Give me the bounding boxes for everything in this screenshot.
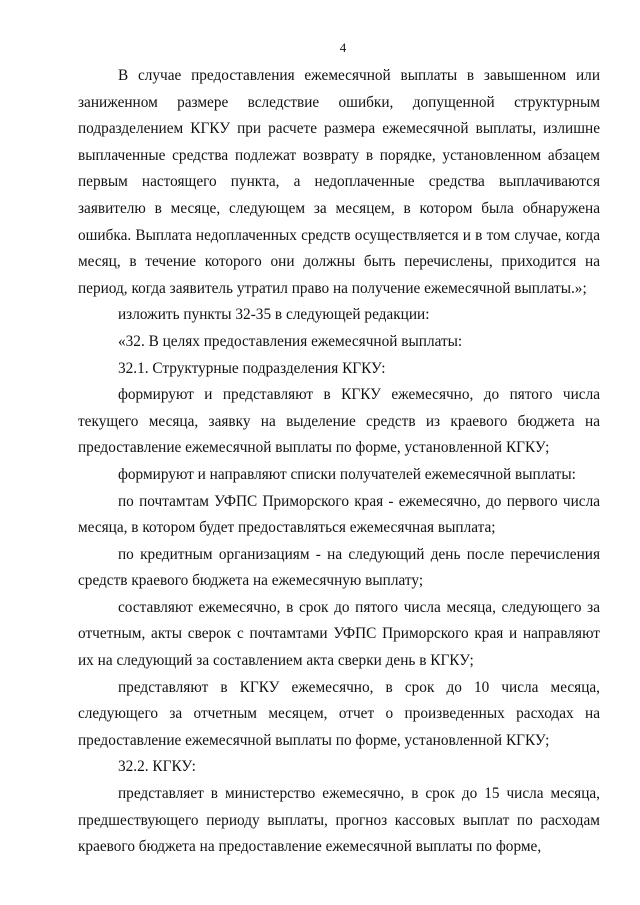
paragraph-form-request: формируют и представляют в КГКУ ежемесячно, до пятого числа текущего месяца, заявку на выделение средств из краевого бюджета на предоставление ежемесячной выплаты по форме, установленной КГКУ; — [78, 386, 600, 457]
document-body — [78, 63, 600, 861]
paragraph-credit-orgs: по кредитным организациям - на следующий день после перечисления средств краевого бюджета на ежемесячную выплату; — [78, 545, 600, 590]
paragraph-overpayment-rule: В случае предоставления ежемесячной выплаты в завышенном или заниженном размере вследствие ошибки, допущенной структурным подразделением КГКУ при расчете размера ежемесячной выплаты, излишне выплаченные средства подлежат возврату в порядке, установленном абзацем первым настоящего пункта, а недоплаченные средства выплачиваются заявителю в месяце, следующем за месяцем, в котором была обнаружена ошибка. Выплата недоплаченных средств осуществляется и в том случае, когда месяц, в течение которого они должны быть перечислены, приходится на период, когда заявитель утратил право на получение ежемесячной выплаты.»; — [78, 67, 600, 297]
paragraph-amend-instruction: изложить пункты 32-35 в следующей редакции: — [118, 306, 430, 324]
paragraph-reconciliation: составляют ежемесячно, в срок до пятого числа месяца, следующего за отчетным, акты сверок с почтамтами УФПС Приморского края и направляют их на следующий за составлением акта сверки день в КГКУ; — [78, 598, 600, 670]
paragraph-expense-report: представляют в КГКУ ежемесячно, в срок до 10 числа месяца, следующего за отчетным месяцем, отчет о произведенных расходах на предоставление ежемесячной выплаты по форме, установленной КГКУ; — [78, 678, 600, 749]
paragraph-post-offices: по почтамтам УФПС Приморского края - ежемесячно, до первого числа месяца, в котором будет предоставляться ежемесячная выплата; — [78, 492, 600, 537]
page-number: 4 — [339, 40, 347, 55]
paragraph-item-32-1: 32.1. Структурные подразделения КГКУ: — [118, 359, 386, 377]
paragraph-item-32-2: 32.2. КГКУ: — [118, 758, 196, 776]
paragraph-recipient-lists: формируют и направляют списки получателей ежемесячной выплаты: — [118, 465, 576, 483]
paragraph-item-32: «32. В целях предоставления ежемесячной выплаты: — [118, 332, 463, 350]
paragraph-ministry-forecast: представляет в министерство ежемесячно, в срок до 15 числа месяца, предшествующего периоду выплаты, прогноз кассовых выплат по расходам краевого бюджета на предоставление ежемесячной выплаты по форме, — [78, 785, 600, 856]
